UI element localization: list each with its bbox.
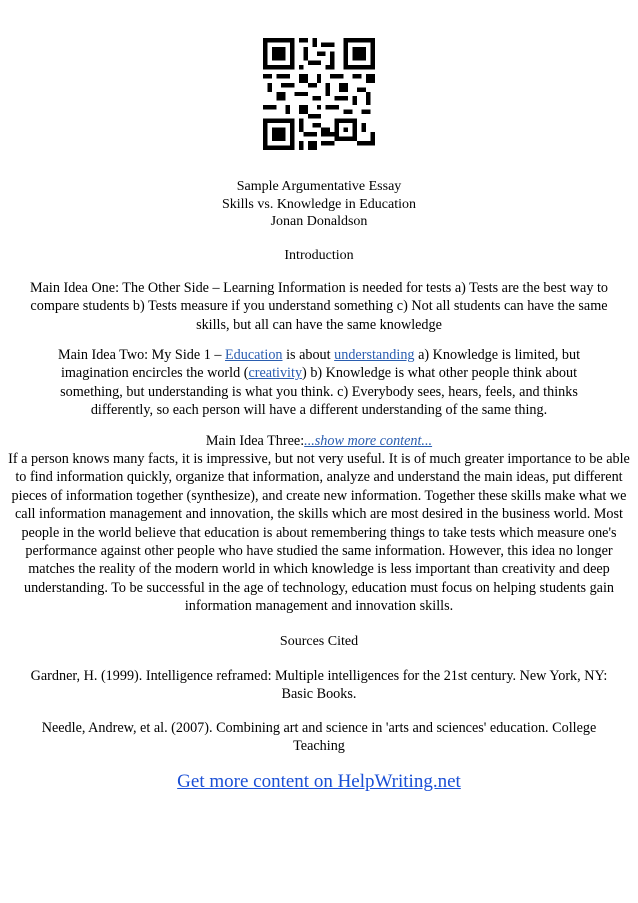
main-idea-two-text: is about <box>282 347 335 363</box>
main-idea-one: Main Idea One: The Other Side – Learning Information is needed for tests a) Tests are the best way to compare students b) Tests measure if you understand something c) Not all students can have the same skills, but all can have the same knowledge <box>29 280 609 333</box>
source-citation: Needle, Andrew, et al. (2007). Combining art and science in 'arts and sciences' education. College Teaching <box>41 720 597 755</box>
essay-title: Sample Argumentative Essay <box>236 179 402 194</box>
essay-subtitle: Skills vs. Knowledge in Education <box>221 197 417 212</box>
introduction-heading: Introduction <box>284 248 354 263</box>
sources-heading: Sources Cited <box>279 634 359 649</box>
main-idea-two-text: ) b) Knowledge is what other people think about something, but understanding is what you think. c) Everybody sees, hears, feels, and thinks differently, so each person will have a different understanding of the same thing. <box>60 365 578 419</box>
source-citation: Gardner, H. (1999). Intelligence reframed: Multiple intelligences for the 21st century. New York, NY: Basic Books. <box>30 668 608 703</box>
main-idea-two <box>42 346 596 420</box>
qr-code-icon <box>263 38 375 150</box>
education-link[interactable]: Education <box>224 347 283 363</box>
creativity-link[interactable]: creativity <box>248 365 303 382</box>
understanding-link[interactable]: understanding <box>334 347 415 363</box>
promo-link[interactable]: Get more content on HelpWriting.net <box>177 771 461 792</box>
body-paragraph: If a person knows many facts, it is impressive, but not very useful. It is of much greater importance to be able to find information quickly, organize that information, analyze and understand the main ideas, put different pieces of information together (synthesize), and create new information. Together these skills make what we call information management and innovation, the skills which are most desired in the business world. Most people in the world believe that education is about remembering things to take tests which measure one's performance against other people who have studied the same information. However, this idea no longer matches the reality of the modern world in which knowledge is less important than creativity and deep understanding. To be successful in the age of technology, education must focus on helping students gain information management and innovation skills. <box>8 451 630 615</box>
author-name: Jonan Donaldson <box>270 214 368 229</box>
show-more-link[interactable]: ...show more content... <box>304 433 433 449</box>
main-idea-two-text: a) Knowledge is limited, but imagination encircles the world ( <box>60 347 581 382</box>
main-idea-three-label: Main Idea Three: <box>205 433 305 449</box>
main-idea-two-text: Main Idea Two: My Side 1 – <box>57 347 225 363</box>
main-idea-three-heading <box>0 432 638 450</box>
